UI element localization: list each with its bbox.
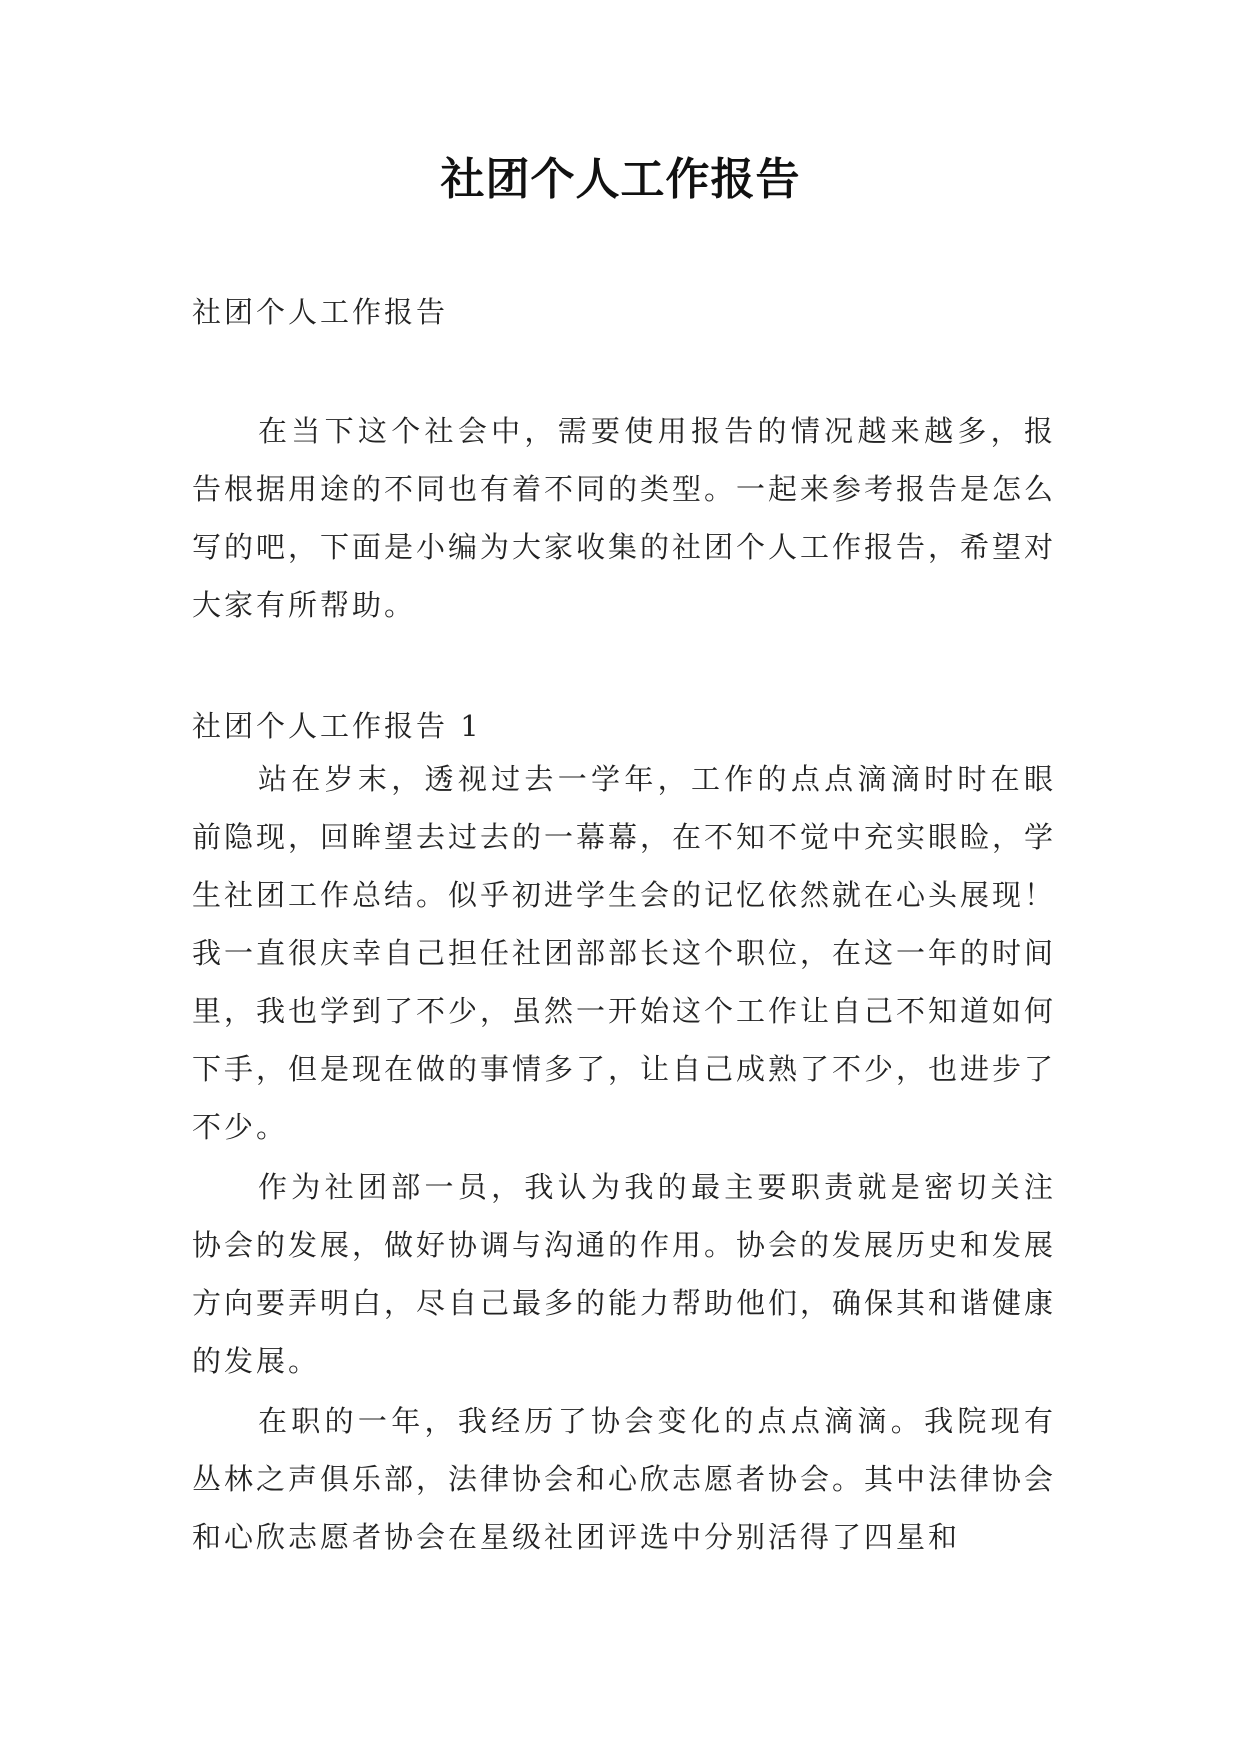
intro-paragraph: 在当下这个社会中，需要使用报告的情况越来越多，报告根据用途的不同也有着不同的类型。一起来参考报告是怎么写的吧，下面是小编为大家收集的社团个人工作报告，希望对大家有所帮助。 (192, 414, 1057, 622)
body-paragraph-1: 站在岁末，透视过去一学年，工作的点点滴滴时时在眼前隐现，回眸望去过去的一幕幕，在不知不觉中充实眼睑，学生社团工作总结。似乎初进学生会的记忆依然就在心头展现！我一直很庆幸自己担任社团部部长这个职位，在这一年的时间里，我也学到了不少，虽然一开始这个工作让自己不知道如何下手，但是现在做的事情多了，让自己成熟了不少，也进步了不少。 (192, 762, 1057, 1144)
body-paragraph-2: 作为社团部一员，我认为我的最主要职责就是密切关注协会的发展，做好协调与沟通的作用。协会的发展历史和发展方向要弄明白，尽自己最多的能力帮助他们，确保其和谐健康的发展。 (192, 1170, 1057, 1378)
document-title: 社团个人工作报告 (440, 154, 801, 205)
body-paragraph-3: 在职的一年，我经历了协会变化的点点滴滴。我院现有丛林之声俱乐部，法律协会和心欣志愿者协会。其中法律协会和心欣志愿者协会在星级社团评选中分别活得了四星和 (192, 1404, 1056, 1554)
section-heading: 社团个人工作报告 1 (192, 709, 482, 743)
document-subtitle: 社团个人工作报告 (192, 295, 449, 329)
